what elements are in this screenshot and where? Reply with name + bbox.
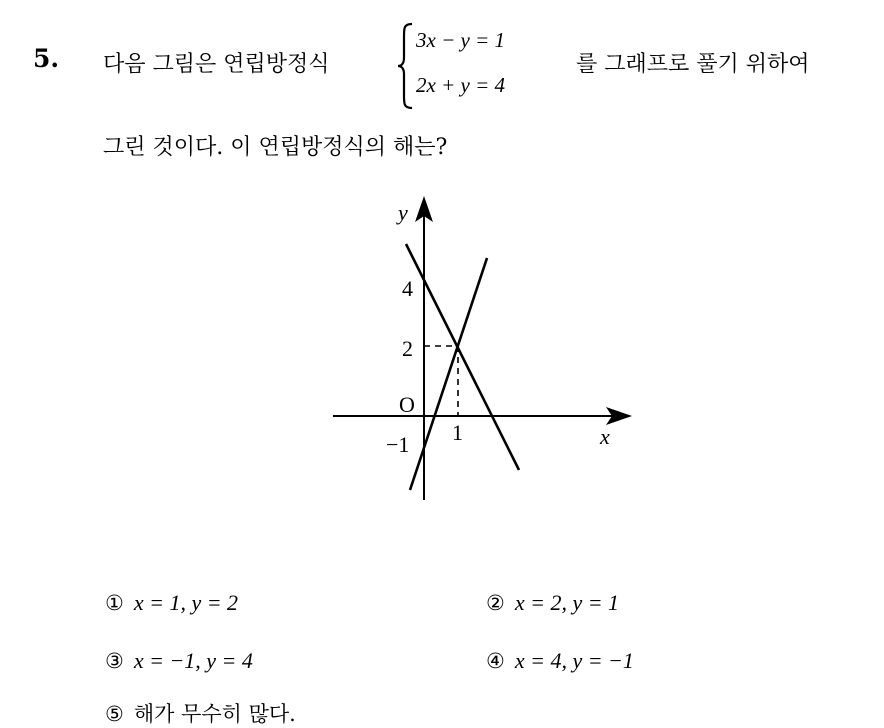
tick-label-y-4: 4 xyxy=(402,276,413,301)
choice-3[interactable] xyxy=(105,648,253,674)
question-text-line2: 그린 것이다. 이 연립방정식의 해는? xyxy=(103,135,448,160)
choice-3-number: ③ xyxy=(105,649,124,673)
choice-1[interactable] xyxy=(105,590,238,616)
choice-2[interactable] xyxy=(486,590,619,616)
graph-line-3x-minus-y xyxy=(410,258,487,490)
tick-label-x-1: 1 xyxy=(452,420,463,445)
origin-label: O xyxy=(399,392,415,417)
choice-4[interactable] xyxy=(486,648,634,674)
question-text-before: 다음 그림은 연립방정식 xyxy=(103,52,330,77)
y-axis-label: y xyxy=(398,200,408,225)
choice-5[interactable] xyxy=(105,698,296,728)
tick-label-y-neg1: −1 xyxy=(386,432,410,457)
choice-1-text: x = 1, y = 2 xyxy=(133,590,239,615)
choice-3-text: x = −1, y = 4 xyxy=(133,648,253,673)
tick-label-y-2: 2 xyxy=(402,336,413,361)
choice-2-number: ② xyxy=(486,591,505,615)
question-text-after: 를 그래프로 풀기 위하여 xyxy=(576,52,810,77)
choice-4-text: x = 4, y = −1 xyxy=(514,648,634,673)
choice-1-number: ① xyxy=(105,591,124,615)
equation-1: 3x − y = 1 xyxy=(416,28,505,52)
choice-4-number: ④ xyxy=(486,649,505,673)
question-number: 5. xyxy=(33,44,60,73)
choice-5-number: ⑤ xyxy=(105,702,124,726)
x-axis-label: x xyxy=(600,424,610,449)
choice-5-text: 해가 무수히 많다. xyxy=(133,702,296,726)
equation-2: 2x + y = 4 xyxy=(416,73,505,97)
choice-2-text: x = 2, y = 1 xyxy=(514,590,620,615)
